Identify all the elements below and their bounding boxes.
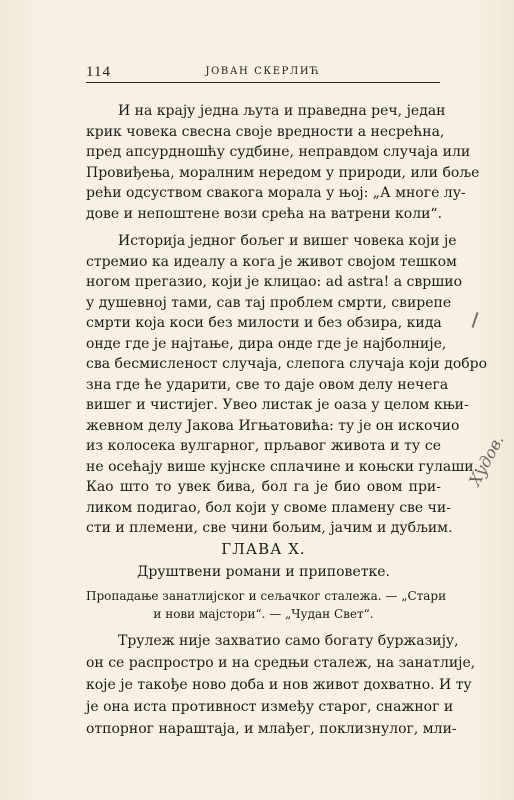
page-number: 114: [86, 64, 111, 80]
chapter-body-line: је она иста противност између старог, снажног и: [86, 699, 454, 715]
body-line: сва бесмисленост случаја, слепога случаја који добро: [86, 356, 488, 372]
body-line: дове и непоштене вози срећа на ватрени коли“.: [86, 205, 443, 222]
body-line: Историја једног бољег и вишег човека који је: [118, 233, 457, 249]
chapter-body-line: отпорног нараштаја, и млађег, поклизнулог, мли-: [86, 721, 457, 737]
running-head-author: ЈОВАН СКЕРЛИЋ: [205, 66, 321, 77]
body-line: Провиђења, моралним нередом у природи, или боље: [86, 164, 480, 181]
body-line: у душевној тами, сав тај проблем смрти, свирепе: [86, 294, 452, 311]
pencil-mark: [472, 312, 479, 328]
body-line: смрти која коси без милости и без обзира, кида: [86, 315, 442, 331]
body-line: онде где је најтање, дира онде где је најболније,: [86, 335, 447, 352]
chapter-summary: Пропадање занатлијског и сељачког сталежа. — „Стари: [86, 589, 447, 603]
body-line: Као што то увек бива, бол га је био овом при-: [86, 479, 441, 495]
body-line: И на крају једна љута и праведна реч, један: [118, 103, 446, 119]
chapter-title: Друштвени романи и приповетке.: [137, 564, 390, 580]
body-line: пред апсурдношћу судбине, неправдом случаја или: [86, 144, 471, 160]
chapter-summary: и нови мајстори“. — „Чудан Свет“.: [153, 607, 374, 621]
body-line: крик човека свесна своје вредности а несрећна,: [86, 123, 445, 140]
body-line: не осећају више кујнске сплачине и коњски гулаши.: [86, 458, 479, 475]
body-line: зна где ће ударити, све то даје овом делу нечега: [86, 376, 449, 393]
body-line: жевном делу Јакова Игњатовића: ту је он искочио: [86, 417, 460, 434]
handwritten-margin-note: Худов.: [465, 431, 508, 489]
body-line: стремио ка идеалу а кога је живот својом тешком: [86, 253, 457, 270]
chapter-body-line: он се распрострo и на средњи сталеж, на занатлије,: [86, 655, 476, 671]
running-head: [86, 62, 440, 83]
body-line: из колосека вулгарног, прљавог живота и ту се: [86, 438, 441, 454]
chapter-number: ГЛАВА X.: [221, 540, 306, 558]
chapter-body-line: које је такође ново доба и нов живот дохватно. И ту: [86, 677, 472, 693]
body-line: рећи одсуством свакога морала у њој: „А многе лу-: [86, 185, 466, 201]
body-line: ликом подигао, бол који у своме пламену све чи-: [86, 499, 451, 516]
chapter-body-line: Трулеж није захватио само богату буржазију,: [118, 633, 459, 649]
body-line: ногом прегазио, који је клицао: ad astra! а свршио: [86, 274, 463, 290]
body-line: сти и племени, све чини бољим, јачим и дубљим.: [86, 520, 453, 536]
body-line: вишег и чистијег. Увео листак је оаза у целом књи-: [86, 397, 469, 413]
